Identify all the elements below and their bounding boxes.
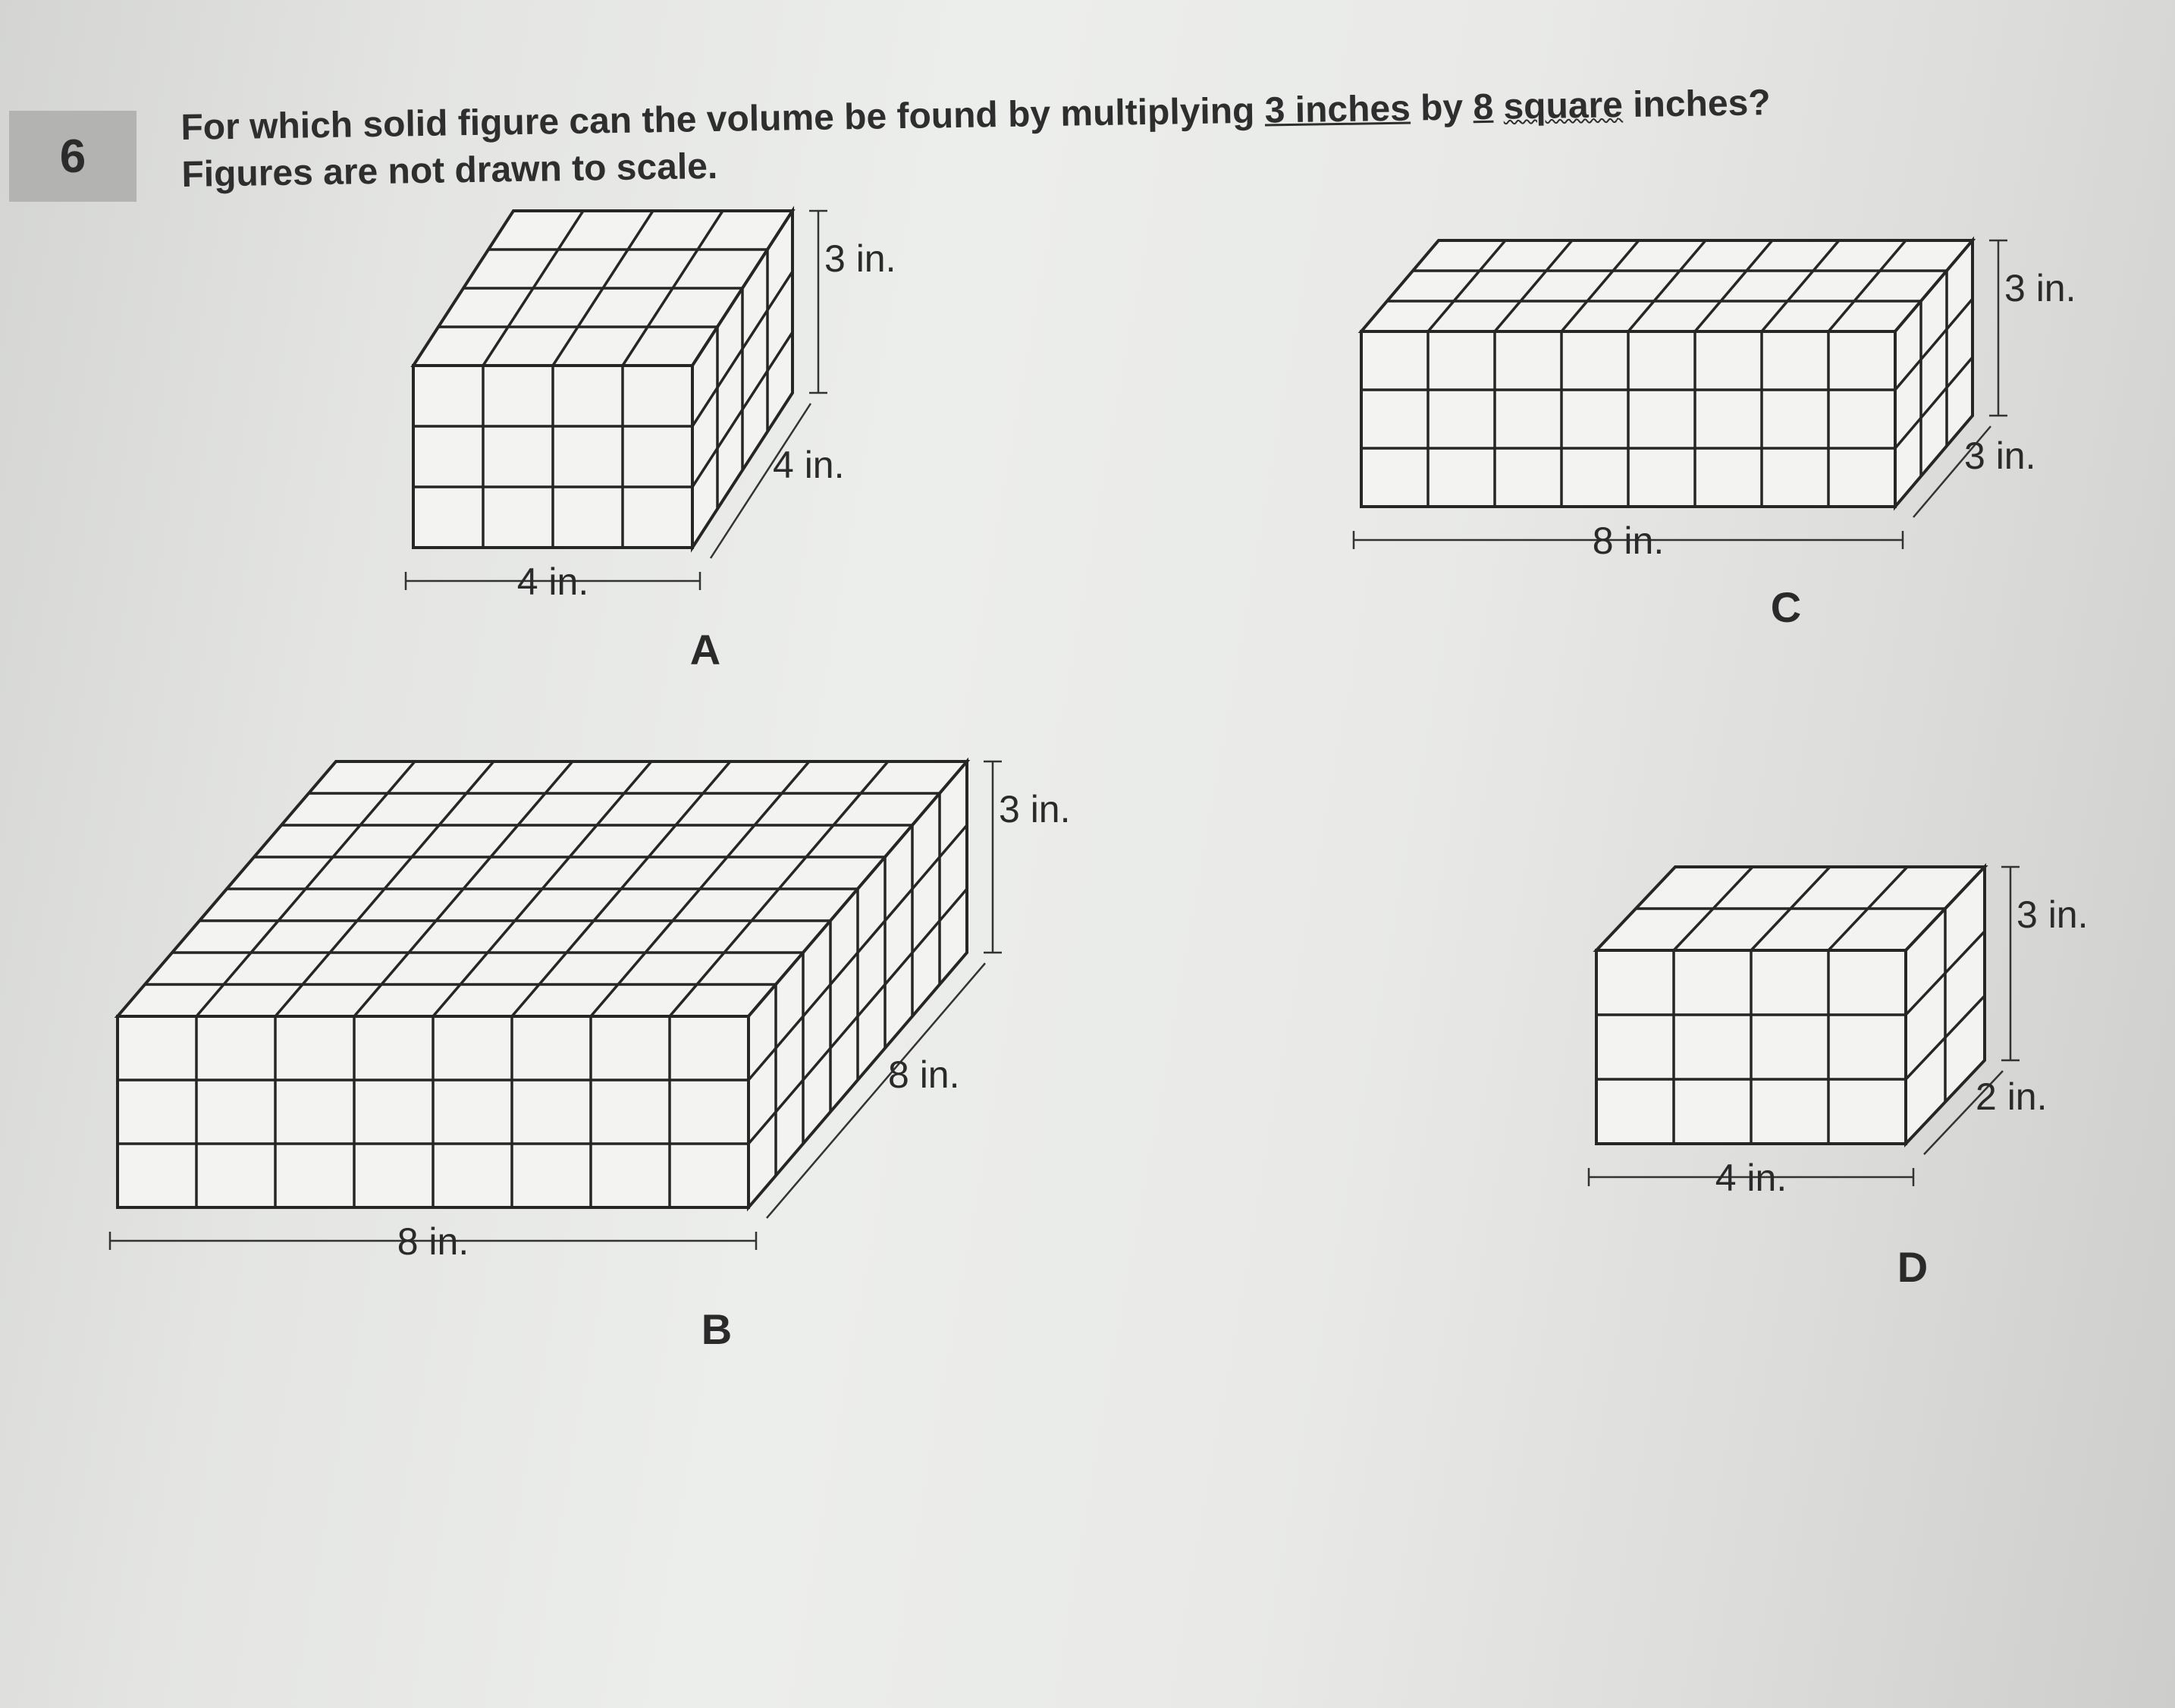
figure-b[interactable] <box>110 761 1071 1353</box>
figure-a[interactable] <box>406 211 896 673</box>
question-number: 6 <box>9 111 137 202</box>
question-text-part: For which solid figure can the volume be found by multiplying <box>180 90 1266 148</box>
height-label: 3 in. <box>824 237 896 280</box>
figure-letter: B <box>701 1305 733 1353</box>
underlined-3-inches: 3 inches <box>1264 88 1411 131</box>
height-label: 3 in. <box>2004 267 2076 309</box>
width-label: 2 in. <box>1976 1075 2048 1118</box>
width-label: 8 in. <box>888 1053 960 1096</box>
length-label: 4 in. <box>1715 1157 1787 1199</box>
width-label: 3 in. <box>1964 435 2036 477</box>
height-label: 3 in. <box>2017 893 2089 936</box>
figure-letter: D <box>1897 1243 1929 1291</box>
width-label: 4 in. <box>773 444 845 486</box>
figure-d[interactable] <box>1589 867 2089 1291</box>
length-label: 8 in. <box>1592 520 1665 562</box>
question-text-part: inches? <box>1622 83 1771 126</box>
figure-c[interactable] <box>1354 240 2076 631</box>
question-text-part: by <box>1410 87 1474 129</box>
length-label: 4 in. <box>516 560 589 603</box>
figure-letter: A <box>689 626 721 673</box>
wavy-underlined-square: square <box>1503 85 1624 127</box>
length-label: 8 in. <box>397 1220 469 1263</box>
height-label: 3 in. <box>999 788 1071 830</box>
question-line-2: Figures are not drawn to scale. <box>181 146 718 195</box>
underlined-8: 8 <box>1473 86 1494 128</box>
figure-letter: C <box>1770 583 1802 631</box>
